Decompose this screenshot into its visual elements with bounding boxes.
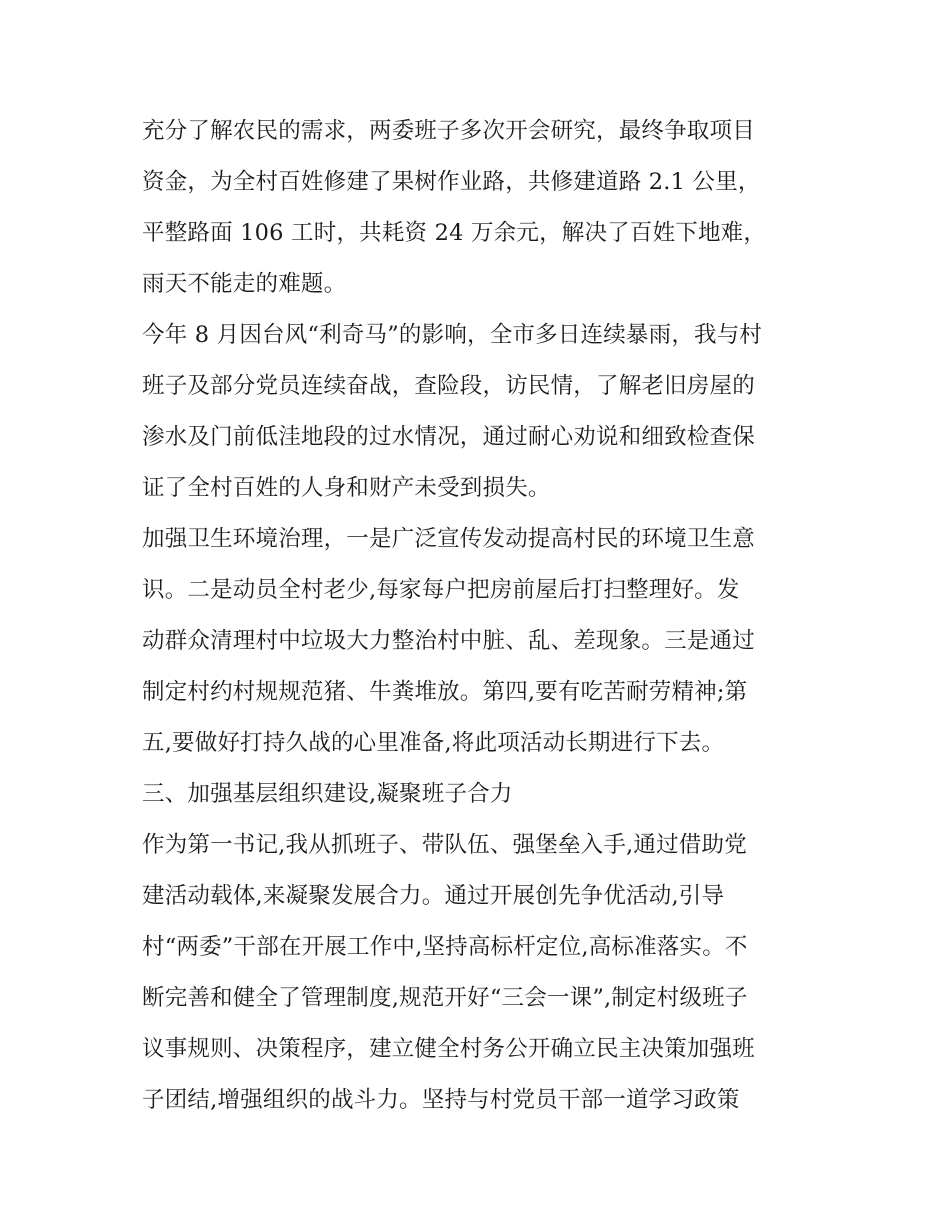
text-line: 作为第一书记,我从抓班子、带队伍、强堡垒入手,通过借助党 — [142, 832, 747, 858]
text-line: 动群众清理村中垃圾大力整治村中脏、乱、差现象。三是通过 — [142, 628, 755, 654]
text-line: 加强卫生环境治理，一是广泛宣传发动提高村民的环境卫生意 — [142, 526, 755, 552]
text-line: 议事规则、决策程序，建立健全村务公开确立民主决策加强班 — [142, 1036, 755, 1062]
text-line: 充分了解农民的需求，两委班子多次开会研究，最终争取项目 — [142, 118, 755, 144]
text-line: 断完善和健全了管理制度,规范开好“三会一课”,制定村级班子 — [142, 985, 748, 1011]
text-line: 雨天不能走的难题。 — [142, 271, 347, 297]
text-line: 子团结,增强组织的战斗力。坚持与村党员干部一道学习政策 — [142, 1087, 740, 1113]
text-line: 制定村约村规规范猪、牛粪堆放。第四,要有吃苦耐劳精神;第 — [142, 679, 748, 705]
text-line: 识。二是动员全村老少,每家每户把房前屋后打扫整理好。发 — [142, 577, 740, 603]
document-body — [142, 106, 822, 1126]
text-line: 村“两委”干部在开展工作中,坚持高标杆定位,高标准落实。不 — [142, 934, 748, 960]
text-line: 五,要做好打持久战的心里准备,将此项活动长期进行下去。 — [142, 730, 725, 756]
section-heading: 三、加强基层组织建设,凝聚班子合力 — [142, 781, 513, 807]
text-line: 今年 8 月因台风“利奇马”的影响，全市多日连续暴雨，我与村 — [142, 322, 763, 348]
text-line: 渗水及门前低洼地段的过水情况，通过耐心劝说和细致检查保 — [142, 424, 755, 450]
text-line: 资金，为全村百姓修建了果树作业路，共修建道路 2.1 公里， — [142, 169, 761, 195]
text-line: 班子及部分党员连续奋战，查险段，访民情，了解老旧房屋的 — [142, 373, 755, 399]
text-line: 证了全村百姓的人身和财产未受到损失。 — [142, 475, 551, 501]
text-line: 平整路面 106 工时，共耗资 24 万余元，解决了百姓下地难， — [142, 220, 767, 246]
text-line: 建活动载体,来凝聚发展合力。通过开展创先争优活动,引导 — [142, 883, 725, 909]
